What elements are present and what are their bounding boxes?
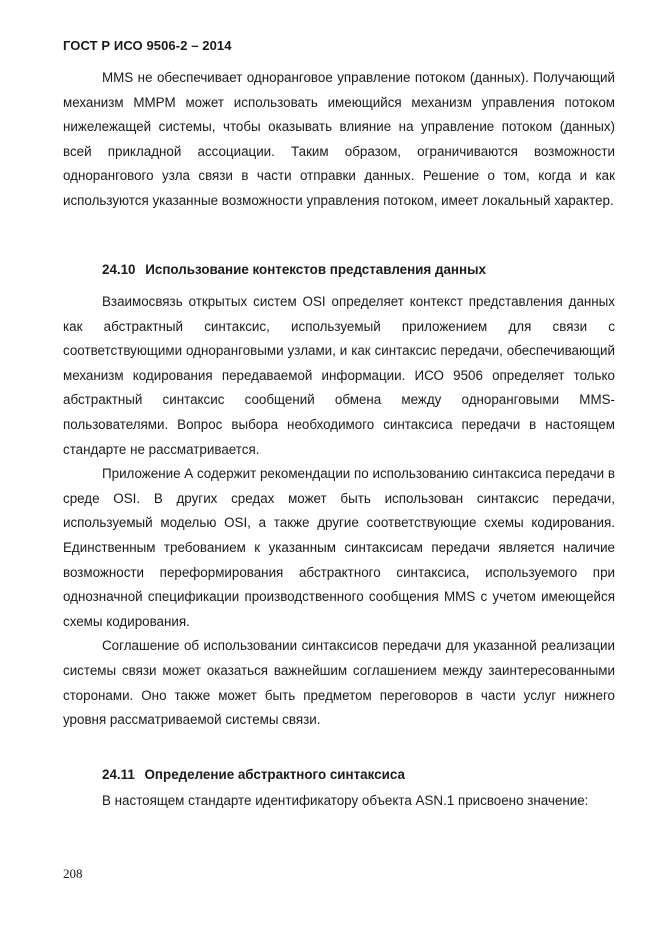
intro-paragraph: MMS не обеспечивает одноранговое управление потоком (данных). Получающий механизм MMPM может использовать имеющийся механизм управления потоком нижележащей системы, чтобы оказывать влияние на управление потоком (данных) всей прикладной ассоциации. Таким образом, ограничиваются возможности однорангового узла связи в части отправки данных. Решение о том, когда и как используются указанные возможности управления потоком, имеет локальный характер. [63,70,615,208]
body-paragraph: В настоящем стандарте идентификатору объекта ASN.1 присвоено значение: [102,793,589,808]
body-paragraph: Соглашение об использовании синтаксисов передачи для указанной реализации системы связи может оказаться важнейшим соглашением между заинтересованными сторонами. Оно также может быть предметом переговоров в части услуг нижнего уровня рассматриваемой системы связи. [63,638,615,728]
body-paragraph: Взаимосвязь открытых систем OSI определяет контекст представления данных как абстрактный синтаксис, используемый приложением для связи с соответствующими одноранговыми узлами, и как синтаксис передачи, обеспечивающий механизм кодирования передаваемой информации. ИСО 9506 определяет только абстрактный синтаксис сообщений обмена между одноранговыми MMS-пользователями. Вопрос выбора необходимого синтаксиса передачи в настоящем стандарте не рассматривается. [63,294,615,457]
body-paragraph: Приложение А содержит рекомендации по использованию синтаксиса передачи в среде OSI. В других средах может быть использован синтаксис передачи, используемый моделью OSI, а также другие соответствующие схемы кодирования. Единственным требованием к указанным синтаксисам передачи является наличие возможности переформирования абстрактного синтаксиса, используемого при однозначной спецификации производственного сообщения MMS с учетом имеющейся схемы кодирования. [63,466,615,629]
section-body-24-11 [63,789,615,814]
document-header: ГОСТ Р ИСО 9506-2 – 2014 [63,38,232,53]
section-title: Определение абстрактного синтаксиса [144,767,405,782]
section-body-24-10 [63,290,615,733]
intro-block [63,66,615,214]
section-number: 24.10 [102,262,136,277]
section-heading-24-10 [102,262,486,277]
page-number: 208 [63,866,83,881]
section-heading-24-11 [102,767,405,782]
section-number: 24.11 [102,767,135,782]
section-title: Использование контекстов представления данных [145,262,486,277]
